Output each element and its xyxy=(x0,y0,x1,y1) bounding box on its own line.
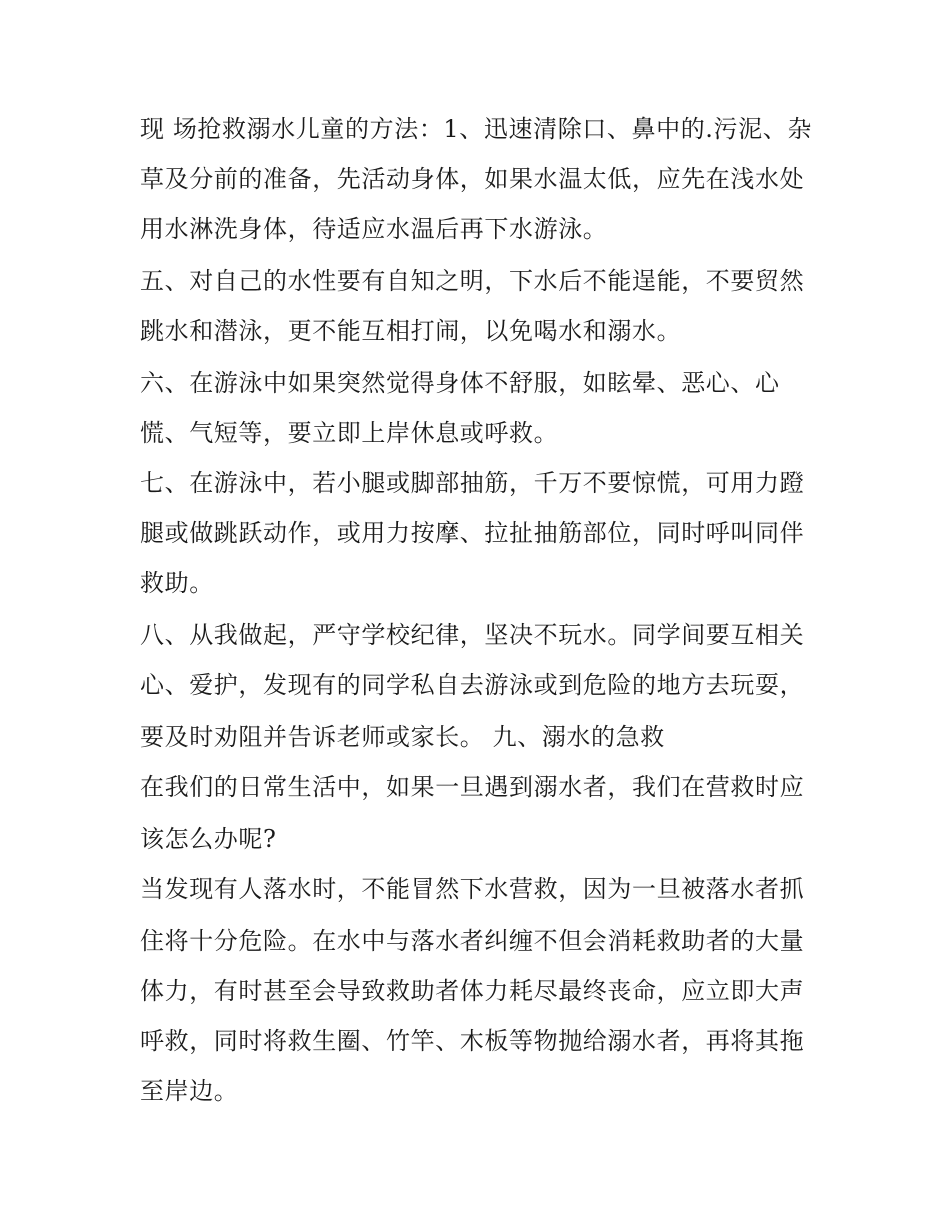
text-line: 住将十分危险。在水中与落水者纠缠不但会消耗救助者的大量 xyxy=(140,927,805,955)
text-line: 腿或做跳跃动作，或用力按摩、拉扯抽筋部位，同时呼叫同伴 xyxy=(140,519,805,547)
text-line: 跳水和潜泳，更不能互相打闹，以免喝水和溺水。 xyxy=(140,317,682,345)
text-line: 五、对自己的水性要有自知之明，下水后不能逞能，不要贸然 xyxy=(140,267,805,295)
text-line: 至岸边。 xyxy=(140,1077,239,1105)
text-line: 现 场抢救溺水儿童的方法：1、迅速清除口、鼻中的.污泥、杂 xyxy=(140,115,812,143)
text-line: 当发现有人落水时，不能冒然下水营救，因为一旦被落水者抓 xyxy=(140,875,805,903)
text-line: 在我们的日常生活中，如果一旦遇到溺水者，我们在营救时应 xyxy=(140,773,805,801)
text-line: 八、从我做起，严守学校纪律，坚决不玩水。同学间要互相关 xyxy=(140,621,805,649)
text-line: 呼救，同时将救生圈、竹竿、木板等物抛给溺水者，再将其拖 xyxy=(140,1027,805,1055)
text-line: 六、在游泳中如果突然觉得身体不舒服，如眩晕、恶心、心 xyxy=(140,369,780,397)
text-line: 该怎么办呢? xyxy=(140,825,277,853)
text-line: 草及分前的准备，先活动身体，如果水温太低，应先在浅水处 xyxy=(140,165,805,193)
text-line: 体力，有时甚至会导致救助者体力耗尽最终丧命，应立即大声 xyxy=(140,977,805,1005)
text-line: 救助。 xyxy=(140,569,214,597)
text-line: 慌、气短等，要立即上岸休息或呼救。 xyxy=(140,419,559,447)
text-line: 七、在游泳中，若小腿或脚部抽筋，千万不要惊慌，可用力蹬 xyxy=(140,469,805,497)
text-line: 要及时劝阻并告诉老师或家长。 九、溺水的急救 xyxy=(140,723,665,751)
text-line: 心、爱护，发现有的同学私自去游泳或到危险的地方去玩耍， xyxy=(140,671,805,699)
text-line: 用水淋洗身体，待适应水温后再下水游泳。 xyxy=(140,215,608,243)
